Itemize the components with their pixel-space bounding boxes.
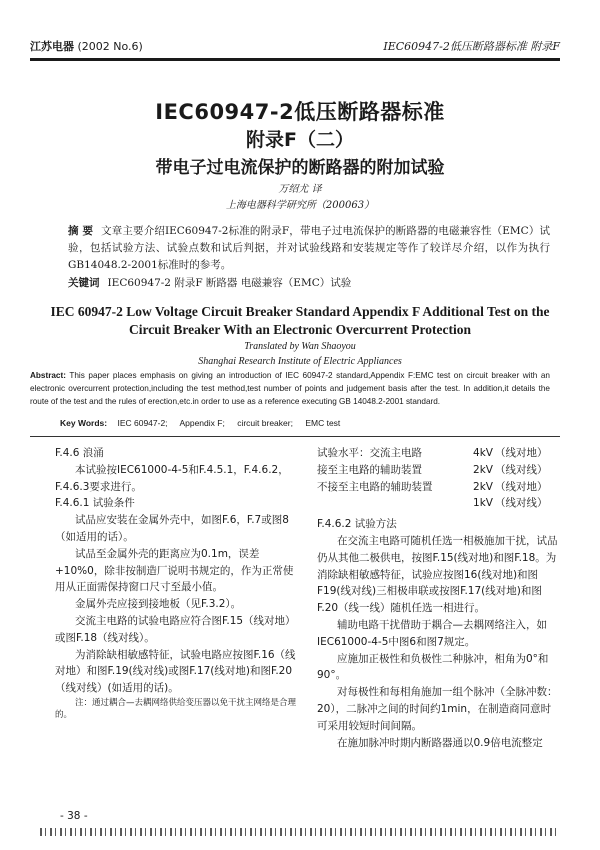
paragraph: 金属外壳应接到接地板（见F.3.2）。	[75, 598, 242, 611]
test-level-unit: （线对线）	[495, 497, 548, 510]
section-rule	[30, 436, 560, 437]
section-heading: F.4.6.1 试验条件	[55, 497, 135, 510]
english-title-line2: Circuit Breaker With an Electronic Overcurrent Protection	[129, 322, 471, 337]
test-level-label: 不接至主电路的辅助装置	[317, 480, 433, 493]
english-keyword: IEC 60947-2;	[117, 418, 168, 428]
test-level-row	[317, 495, 560, 512]
test-level-label: 接至主电路的辅助装置	[317, 463, 422, 476]
journal-issue: (2002 No.6)	[77, 40, 143, 53]
article-subtitle-2: 带电子过电流保护的断路器的附加试验	[155, 158, 445, 178]
article-title: IEC60947-2低压断路器标准	[155, 100, 445, 124]
english-keyword: EMC test	[305, 418, 341, 428]
test-level-value: 2kV	[473, 480, 493, 493]
page-number: - 38 -	[60, 810, 88, 822]
article-subtitle: 附录F（二）	[246, 129, 354, 151]
english-keyword: Appendix F;	[179, 418, 225, 428]
journal-name: 江苏电器	[30, 40, 74, 53]
paragraph: 在施加脉冲时期内断路器通以0.9倍电流整定	[337, 736, 543, 749]
english-title-line1: IEC 60947-2 Low Voltage Circuit Breaker Standard Appendix F Additional Test on the	[50, 304, 550, 319]
abstract-label: 摘 要	[68, 225, 94, 237]
institution: 上海电器科学研究所（200063）	[225, 200, 375, 211]
keywords-text: IEC60947-2 附录F 断路器 电磁兼容（EMC）试验	[107, 277, 352, 289]
paragraph: 本试验按IEC61000-4-5和F.4.5.1，F.4.6.2，F.4.6.3要求进行。	[55, 463, 289, 493]
paragraph: 在交流主电路可随机任选一相极施加干扰，试品仍从其他二极供电，按图F.15(线对地)和图F.18。为消除缺相敏感特征，试验应按图16(线对地)和图F19(线对线)三相极串联或按图F.17(线对地)和图F.20（线一线）随机任选一相进行。	[317, 534, 558, 615]
test-level-unit: （线对地）	[495, 480, 548, 493]
paragraph: 试品至金属外壳的距离应为0.1m，误差+10%0，除非按制造厂说明书规定的，作为正常使用从正面需保持窗口尺寸至最小值。	[55, 547, 294, 594]
paragraph: 应施加正极性和负极性二种脉冲，相角为0°和90°。	[317, 652, 549, 682]
test-level-unit: （线对线）	[495, 463, 548, 476]
author: 万绍尤 译	[278, 184, 322, 195]
paragraph: 辅助电路干扰借助于耦合—去耦网络注入，如IEC61000-4-5中图6和图7规定。	[317, 618, 547, 648]
abstract-cn	[68, 223, 550, 274]
keywords-label: 关键词	[68, 277, 100, 289]
english-keywords	[60, 418, 350, 428]
english-keyword: circuit breaker;	[237, 418, 293, 428]
test-level-row	[317, 445, 560, 462]
paragraph: 为消除缺相敏感特征，试验电路应按图F.16（线对地）和图F.19(线对线)或图F.17(线对地)和图F.20（线对线）(如适用的话)。	[55, 648, 296, 695]
test-level-unit: （线对地）	[495, 447, 548, 459]
test-level-value: 1kV	[473, 497, 493, 510]
note: 注：通过耦合—去耦网络供给变压器以免干扰主网络是合理的。	[55, 697, 297, 721]
section-heading: F.4.6.2 试验方法	[317, 518, 397, 531]
paragraph: 对每极性和每相角施加一组个脉冲（全脉冲数：20），二脉冲之间的时间约1min，在制造商同意时可采用较短时间间隔。	[317, 686, 558, 732]
right-column	[317, 445, 560, 751]
abstract-text: 文章主要介绍IEC60947-2标准的附录F，带电子过电流保护的断路器的电磁兼容性（EMC）试验，包括试验方法、试验点数和试后判据，并对试验线路和安装规定等作了较详尽介绍，以作为执行GB14048.2-2001标准时的参考。	[68, 225, 551, 271]
paragraph: 试品应安装在金属外壳中，如图F.6，F.7或图8（如适用的话）。	[55, 514, 289, 543]
test-level-value: 2kV	[473, 463, 493, 476]
scan-barcode-strip	[40, 828, 560, 836]
section-heading: F.4.6 浪涌	[55, 447, 104, 459]
english-translator: Translated by Wan Shaoyou	[244, 341, 356, 352]
english-institution: Shanghai Research Institute of Electric Appliances	[198, 356, 402, 367]
left-column	[55, 445, 303, 722]
english-abstract-text: This paper places emphasis on giving an introduction of IEC 60947-2 standard,Appendix F:EMC test on circuit breaker with an electronic overcurrent protection,including the test method,test number of points and judgement basis after the test. In addition,it details the route of the test and the rules of erection,etc.in order to use as a reference executing GB 14048.2-2001 standard.	[30, 371, 550, 406]
test-level-row	[317, 479, 560, 496]
test-level-label	[317, 495, 455, 512]
header-rule	[30, 58, 560, 61]
test-level-value: 4kV	[473, 447, 493, 459]
test-level-label: 试验水平：交流主电路	[317, 447, 422, 459]
keywords-cn	[68, 275, 550, 290]
journal-header	[30, 38, 143, 54]
english-keywords-label: Key Words:	[60, 418, 108, 428]
test-level-row	[317, 462, 560, 479]
english-abstract	[30, 370, 550, 408]
running-title: IEC60947-2低压断路器标准 附录F	[383, 40, 560, 53]
paragraph: 交流主电路的试验电路应符合图F.15（线对地）或图F.18（线对线）。	[55, 614, 296, 644]
english-abstract-label: Abstract:	[30, 371, 66, 380]
